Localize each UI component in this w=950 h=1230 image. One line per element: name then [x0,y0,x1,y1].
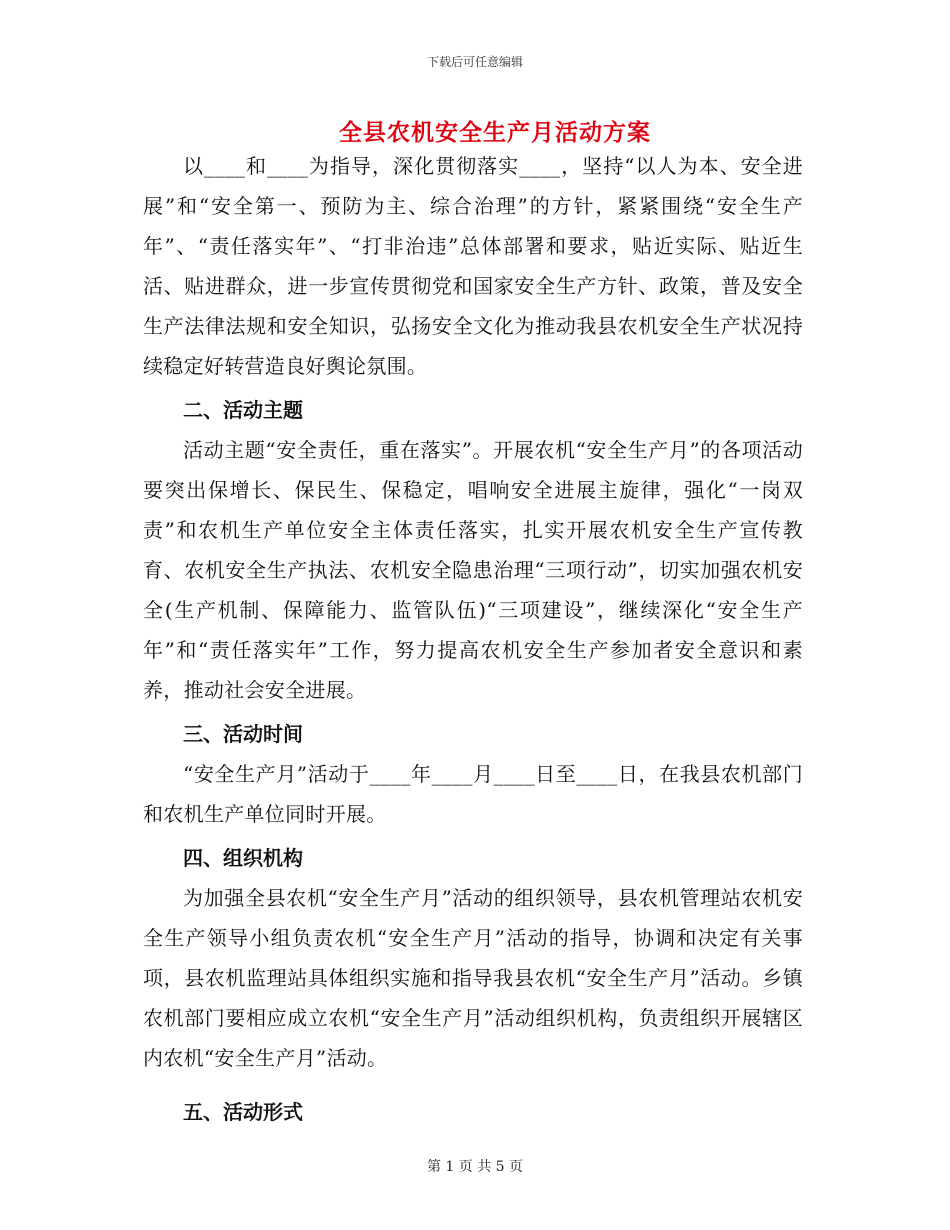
section-heading-organization: 四、组织机构 [183,846,303,870]
section-body-organization: 为加强全县农机“安全生产月”活动的组织领导，县农机管理站农机安全生产领导小组负责农机“安全生产月”活动的指导，协调和决定有关事项，县农机监理站具体组织实施和指导我县农机“安全生产月”活动。乡镇农机部门要相应成立农机“安全生产月”活动组织机构，负责组织开展辖区内农机“安全生产月”活动。 [143,886,803,1070]
section-heading-theme: 二、活动主题 [183,398,303,422]
section-heading-time: 三、活动时间 [183,722,303,746]
document-title: 全县农机安全生产月活动方案 [339,120,651,146]
section-body-theme: 活动主题“安全责任，重在落实”。开展农机“安全生产月”的各项活动要突出保增长、保民生、保稳定，唱响安全进展主旋律，强化“一岗双责”和农机生产单位安全主体责任落实，扎实开展农机安全生产宣传教育、农机安全生产执法、农机安全隐患治理“三项行动”，切实加强农机安全(生产机制、保障能力、监管队伍)“三项建设”，继续深化“安全生产年”和“责任落实年”工作，努力提高农机安全生产参加者安全意识和素养，推动社会安全进展。 [143,438,803,702]
document-body [143,146,803,1132]
intro-paragraph: 以____和____为指导，深化贯彻落实____，坚持“以人为本、安全进展”和“安全第一、预防为主、综合治理”的方针，紧紧围绕“安全生产年”、“责任落实年”、“打非治违”总体部署和要求，贴近实际、贴近生活、贴进群众，进一步宣传贯彻党和国家安全生产方针、政策，普及安全生产法律法规和安全知识，弘扬安全文化为推动我县农机安全生产状况持续稳定好转营造良好舆论氛围。 [143,154,803,378]
header-note: 下载后可任意编辑 [426,55,523,69]
page-number-footer: 第 1 页 共 5 页 [426,1159,524,1175]
section-body-time: “安全生产月”活动于____年____月____日至____日，在我县农机部门和农机生产单位同时开展。 [143,762,803,826]
section-heading-form: 五、活动形式 [183,1100,303,1124]
